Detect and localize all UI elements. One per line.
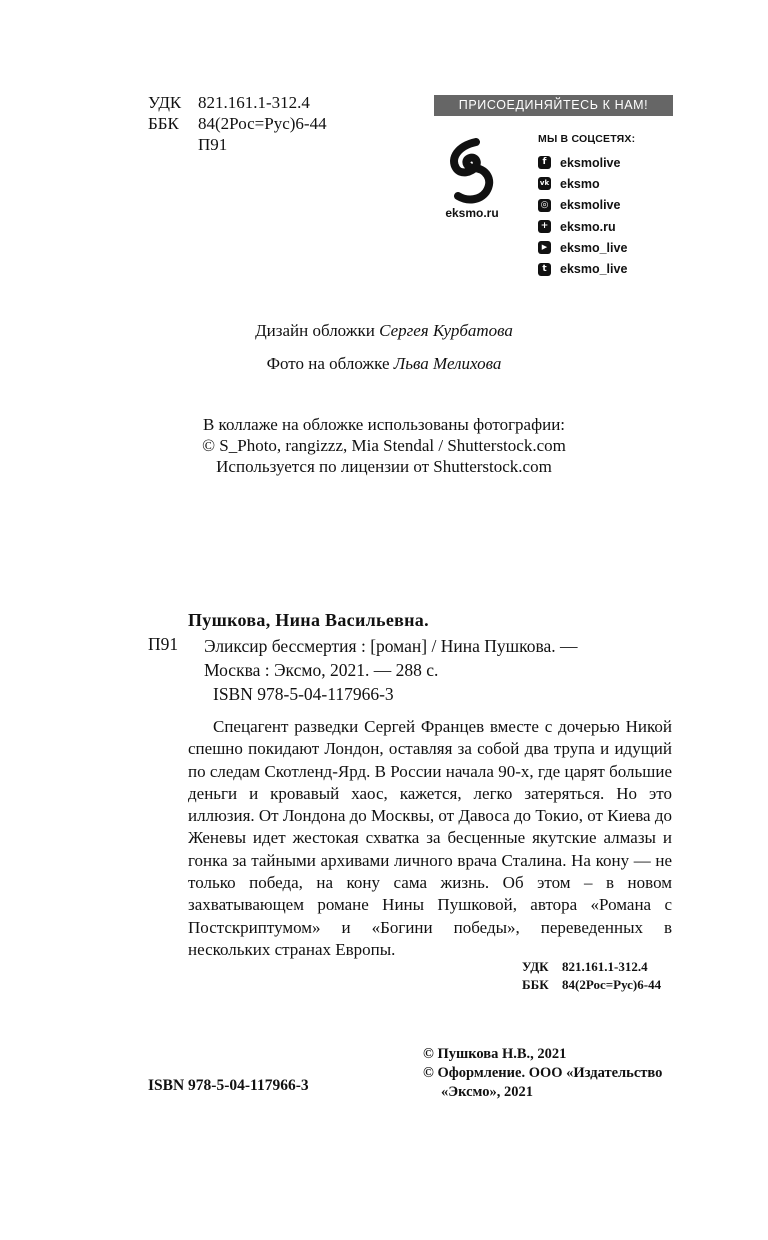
bib-code: П91	[148, 634, 179, 654]
cover-photographer-name: Льва Мелихова	[393, 354, 502, 373]
twitter-icon: t	[538, 263, 551, 276]
social-item-instagram	[538, 195, 627, 216]
social-item-twitter	[538, 258, 627, 279]
social-label: eksmo	[560, 176, 600, 191]
bbk-value: 84(2Рос=Рус)6-44	[198, 114, 327, 133]
vk-icon: vk	[538, 177, 551, 190]
join-banner: ПРИСОЕДИНЯЙТЕСЬ К НАМ!	[434, 95, 673, 116]
social-item-vk	[538, 173, 627, 194]
social-label: eksmo.ru	[560, 219, 616, 234]
logo-caption: eksmo.ru	[445, 206, 499, 220]
copyright-design-cont: «Эксмо», 2021	[441, 1084, 533, 1100]
bib-isbn: ISBN 978-5-04-117966-3	[213, 684, 394, 704]
classification-block	[148, 92, 327, 155]
social-list	[538, 152, 627, 280]
social-item-site	[538, 216, 627, 237]
collage-credit-line3: Используется по лицензии от Shutterstock.com	[216, 457, 552, 476]
annotation	[188, 716, 672, 961]
udk-value: 821.161.1-312.4	[198, 93, 310, 112]
classification-small: УДК 821.161.1-312.4 ББК 84(2Рос=Рус)6-44	[522, 959, 662, 992]
isbn-footer: ISBN 978-5-04-117966-3	[148, 1077, 309, 1094]
cover-photo-credit: Фото на обложке Льва Мелихова	[266, 354, 502, 373]
instagram-icon: ◎	[538, 199, 551, 212]
author-heading: Пушкова, Нина Васильевна.	[188, 610, 429, 630]
copyright-author: © Пушкова Н.В., 2021	[423, 1046, 567, 1062]
annotation-text: Спецагент разведки Сергей Францев вместе с дочерью Никой спешно покидают Лондон, оставляя за собой два трупа и идущий по следам Скотленд-Ярд. В России начала 90-х, где царят большие деньги и кровавый хаос, кажется, легко затеряться. Но это иллюзия. От Лондона до Москвы, от Давоса до Токио, от Киева до Женевы идет жестокая схватка за бесценные якутские алмазы и гонка за тайными архивами личного врача Сталина. На кону — не только победа, на кону сама жизнь. Об этом – в новом захватывающем романе Нины Пушковой, автора «Романа с Постскриптумом» и «Богини победы», переведенных в нескольких странах Европы.	[188, 717, 672, 959]
social-label: eksmo_live	[560, 262, 628, 277]
collage-credit-line1: В коллаже на обложке использованы фотографии:	[202, 415, 566, 434]
social-title: МЫ В СОЦСЕТЯХ:	[538, 133, 636, 145]
bbk-label: ББК	[148, 114, 179, 133]
eksmo-logo-icon	[446, 138, 498, 204]
cover-design-credit: Дизайн обложки Сергея Курбатова	[255, 321, 513, 340]
bib-line1: Эликсир бессмертия : [роман] / Нина Пушкова. —	[204, 636, 578, 656]
bib-line2: Москва : Эксмо, 2021. — 288 с.	[204, 660, 439, 680]
collage-credit-line2: © S_Photo, rangizzz, Mia Stendal / Shutterstock.com	[202, 436, 566, 455]
author-code: П91	[198, 135, 228, 154]
bib-description	[204, 634, 684, 682]
social-item-facebook	[538, 152, 627, 173]
social-item-youtube	[538, 237, 627, 258]
copyright-design: © Оформление. ООО «Издательство	[423, 1065, 663, 1081]
youtube-icon: ▶	[538, 241, 551, 254]
udk-label: УДК	[148, 93, 182, 112]
social-label: eksmo_live	[560, 240, 628, 255]
copyright-block	[423, 1045, 662, 1102]
social-label: eksmolive	[560, 155, 621, 170]
eksmo-site-icon: +	[538, 220, 551, 233]
facebook-icon: f	[538, 156, 551, 169]
cover-designer-name: Сергея Курбатова	[379, 321, 513, 340]
social-label: eksmolive	[560, 198, 621, 213]
